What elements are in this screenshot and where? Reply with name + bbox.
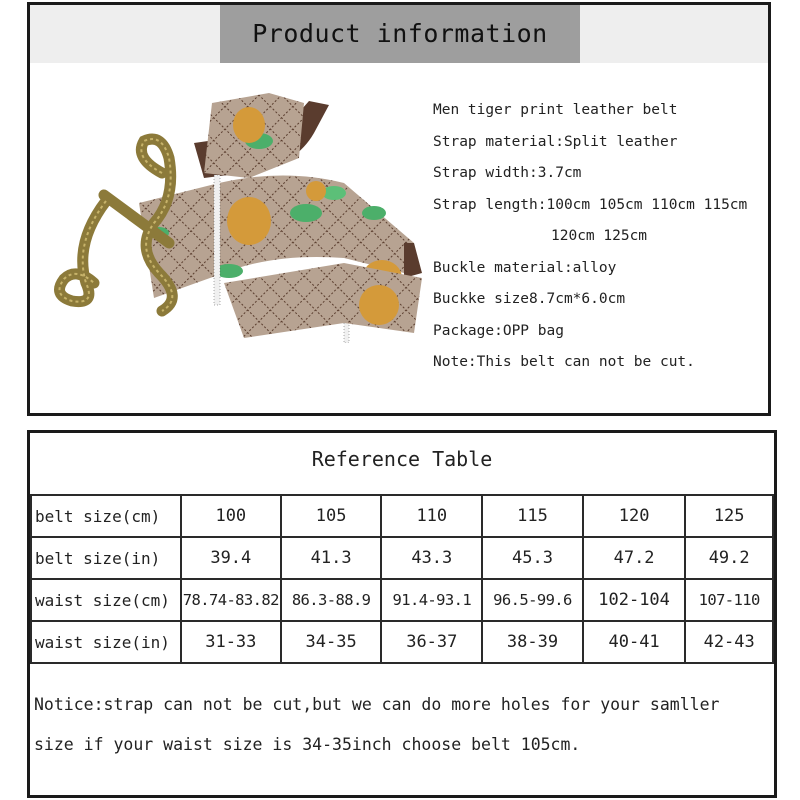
table-cell: 42-43: [685, 621, 773, 663]
table-cell: 49.2: [685, 537, 773, 579]
table-cell: 40-41: [583, 621, 686, 663]
table-cell: 110: [381, 495, 482, 537]
table-cell: 125: [685, 495, 773, 537]
table-cell: 41.3: [281, 537, 382, 579]
spec-buckle-size: Buckke size8.7cm*6.0cm: [433, 291, 626, 307]
table-cell: 36-37: [381, 621, 482, 663]
notice-line-2: size if your waist size is 34-35inch choose belt 105cm.: [34, 735, 581, 754]
table-cell: 105: [281, 495, 382, 537]
table-cell: 45.3: [482, 537, 583, 579]
spec-strap-length: Strap length:100cm 105cm 110cm 115cm: [433, 196, 748, 213]
spec-strap-length-cont: 120cm 125cm: [551, 228, 648, 244]
table-cell: 100: [181, 495, 281, 537]
spec-strap-width: Strap width:3.7cm: [433, 165, 582, 181]
table-cell: 120: [583, 495, 686, 537]
table-cell: 107-110: [685, 579, 773, 621]
table-cell: 102-104: [583, 579, 686, 621]
page-title: Product information: [220, 5, 580, 63]
notice-line-1: Notice:strap can not be cut,but we can do more holes for your samller: [34, 695, 720, 714]
table-row: [31, 579, 773, 621]
product-spec-list: [433, 95, 773, 379]
row-header: waist size(in): [31, 621, 181, 663]
reference-table: [30, 494, 774, 664]
table-cell: 96.5-99.6: [482, 579, 583, 621]
table-cell: 78.74-83.82: [181, 579, 281, 621]
table-row: [31, 495, 773, 537]
spec-note: Note:This belt can not be cut.: [433, 354, 695, 370]
row-header: belt size(cm): [31, 495, 181, 537]
table-row: [31, 621, 773, 663]
table-cell: 31-33: [181, 621, 281, 663]
spec-strap-material: Strap material:Split leather: [433, 133, 678, 150]
table-cell: 34-35: [281, 621, 382, 663]
spec-buckle-material: Buckle material:alloy: [433, 259, 617, 276]
row-header: belt size(in): [31, 537, 181, 579]
table-cell: 91.4-93.1: [381, 579, 482, 621]
row-header: waist size(cm): [31, 579, 181, 621]
belt-product-image: [44, 83, 422, 343]
table-cell: 115: [482, 495, 583, 537]
header-band: [30, 5, 768, 63]
product-info-panel: [27, 2, 771, 416]
spec-title: Men tiger print leather belt: [433, 102, 678, 118]
table-cell: 39.4: [181, 537, 281, 579]
table-cell: 47.2: [583, 537, 686, 579]
table-row: [31, 537, 773, 579]
reference-panel: [27, 430, 777, 798]
reference-table-title: Reference Table: [311, 447, 493, 471]
notice-text: [34, 685, 770, 765]
table-cell: 38-39: [482, 621, 583, 663]
table-cell: 43.3: [381, 537, 482, 579]
table-cell: 86.3-88.9: [281, 579, 382, 621]
spec-package: Package:OPP bag: [433, 322, 564, 339]
